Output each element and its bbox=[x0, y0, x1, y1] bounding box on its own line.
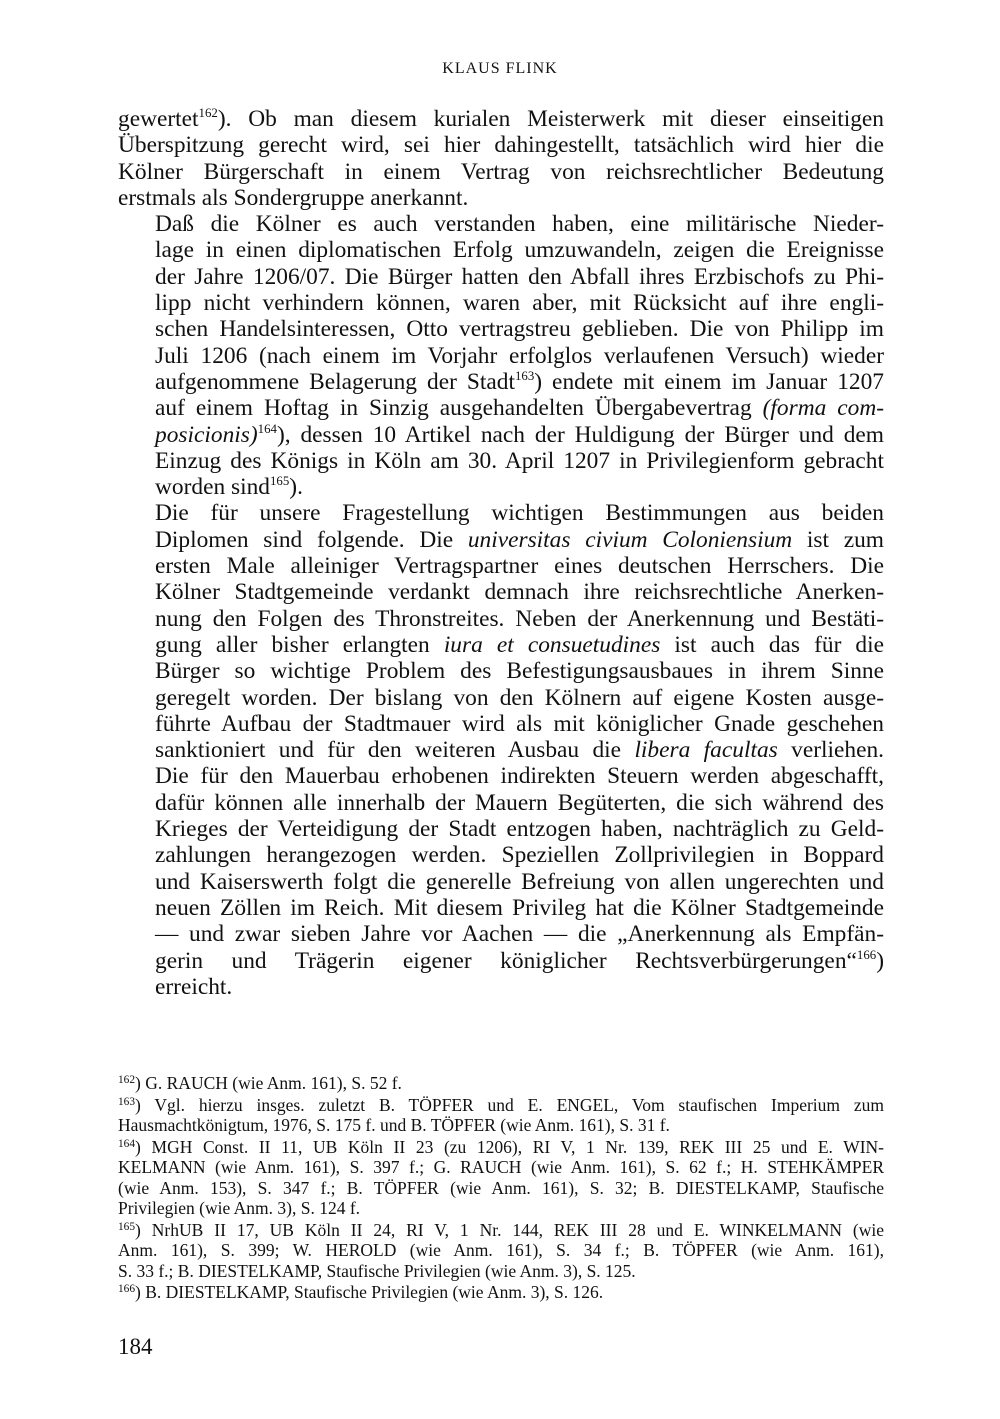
text-line: Krieges der Verteidigung der Stadt entzogen haben, nachträglich zu Geld- bbox=[155, 816, 884, 843]
text-line: Einzug des Königs in Köln am 30. April 1207 in Privilegienform gebracht bbox=[155, 447, 884, 474]
text-line: und Kaiserswerth folgt die generelle Befreiung von allen ungerechten und bbox=[155, 868, 884, 895]
text-line: dafür können alle innerhalb der Mauern Begüterten, die sich während des bbox=[155, 789, 884, 816]
text-line: posicionis)$^{164}$), dessen 10 Artikel nach der Huldigung der Bürger und dem bbox=[155, 421, 884, 448]
text-line: Kölner Stadtgemeinde verdankt demnach ihre reichsrechtliche Anerken- bbox=[155, 579, 884, 606]
text-line: Juli 1206 (nach einem im Vorjahr erfolglos verlaufenen Versuch) wieder bbox=[155, 342, 884, 369]
text-line: ersten Male alleiniger Vertragspartner eines deutschen Herrschers. Die bbox=[155, 553, 884, 580]
text-line: der Jahre 1206/07. Die Bürger hatten den Abfall ihres Erzbischofs zu Phi- bbox=[155, 263, 884, 290]
text-line: erstmals als Sondergruppe anerkannt. bbox=[118, 184, 469, 211]
text-line: — und zwar sieben Jahre vor Aachen — die „Anerkennung als Empfän- bbox=[155, 921, 884, 948]
text-line: schen Handelsinteressen, Otto vertragstreu geblieben. Die von Philipp im bbox=[155, 316, 884, 343]
text-line: neuen Zöllen im Reich. Mit diesem Privileg hat die Kölner Stadtgemeinde bbox=[155, 894, 884, 921]
footnote-166: $^{166}$) B. DIESTELKAMP, Staufische Privilegien (wie Anm. 3), S. 126. bbox=[118, 1282, 604, 1302]
footnote-number: 162 bbox=[118, 1073, 136, 1086]
footnote-number: 166 bbox=[118, 1282, 136, 1295]
footnotes bbox=[118, 1073, 884, 1304]
text-line: lipp nicht verhindern können, waren aber, mit Rücksicht auf ihre engli- bbox=[155, 290, 884, 317]
text-line: Kölner Bürgerschaft in einem Vertrag von reichsrechtlicher Bedeutung bbox=[118, 158, 884, 185]
paragraph-2 bbox=[118, 211, 884, 500]
text-line: Diplomen sind folgende. Die universitas civium Coloniensium ist zum bbox=[155, 526, 884, 553]
text-line: Überspitzung gerecht wird, sei hier dahingestellt, tatsächlich wird hier die bbox=[118, 132, 884, 159]
text-line: zahlungen herangezogen werden. Speziellen Zollprivilegien in Boppard bbox=[155, 842, 884, 869]
footnote-163: $^{163}$) Vgl. hierzu insges. zuletzt B. TÖPFER und E. ENGEL, Vom staufischen Imperium zum Hausmachtkönigtum, 1976, S. 175 f. und B. TÖPFER (wie Anm. 161), S. 31 f. bbox=[118, 1094, 885, 1135]
footnote-165: $^{165}$) NrhUB II 17, UB Köln II 24, RI V, 1 Nr. 144, REK III 28 und E. WINKELMANN (wie Anm. 161), S. 399; W. HEROLD (wie Anm. 161), S. 34 f.; B. TÖPFER (wie Anm. 161), S. 33 f.; B. DIESTELKAMP, Staufische Privilegien (wie Anm. 3), S. 125. bbox=[118, 1219, 884, 1281]
text-line: aufgenommene Belagerung der Stadt$^{163}$) endete mit einem im Januar 1207 bbox=[155, 368, 884, 395]
text-line: worden sind$^{165}$). bbox=[155, 474, 303, 501]
text-line: Daß die Kölner es auch verstanden haben, eine militärische Nieder- bbox=[155, 211, 884, 238]
text-line: nung den Folgen des Thronstreites. Neben der Anerkennung und Bestäti- bbox=[155, 605, 884, 632]
text-line: Die für unsere Fragestellung wichtigen Bestimmungen aus beiden bbox=[155, 500, 884, 527]
text-line: gung aller bisher erlangten iura et consuetudines ist auch das für die bbox=[155, 631, 885, 658]
text-line: Bürger so wichtige Problem des Befestigungsausbaues in ihrem Sinne bbox=[155, 658, 884, 685]
footnote-164: $^{164}$) MGH Const. II 11, UB Köln II 23 (zu 1206), RI V, 1 Nr. 139, REK III 25 und E. WIN- KELMANN (wie Anm. 161), S. 397 f.; G. RAUCH (wie Anm. 161), S. 62 f.; H. STEHKÄMPER (wie Anm. 153), S. 347 f.; B. TÖPFER (wie Anm. 161), S. 32; B. DIESTELKAMP, Staufische Privilegien (wie Anm. 3), S. 124 f. bbox=[118, 1136, 885, 1218]
body-text bbox=[118, 106, 884, 1000]
text-line: erreicht. bbox=[155, 973, 233, 1000]
text-line: gewertet$^{162}$). Ob man diesem kurialen Meisterwerk mit dieser einseitigen bbox=[118, 106, 884, 132]
footnote-ref[interactable]: 162 bbox=[198, 106, 218, 120]
footnote-number: 165 bbox=[118, 1220, 136, 1233]
text-line: geregelt worden. Der bislang von den Kölnern auf eigene Kosten ausge- bbox=[155, 684, 884, 711]
footnote-number: 164 bbox=[118, 1137, 136, 1150]
text-line: gerin und Trägerin eigener königlicher Rechtsverbürgerungen“$^{166}$) bbox=[155, 947, 884, 974]
page-number: 184 bbox=[118, 1334, 153, 1359]
footnote-ref[interactable]: 163 bbox=[514, 368, 535, 383]
running-head bbox=[0, 60, 1000, 78]
paragraph-3 bbox=[118, 500, 884, 1000]
footnote-ref[interactable]: 166 bbox=[856, 947, 877, 962]
text-line: führte Aufbau der Stadtmauer wird als mit königlicher Gnade geschehen bbox=[155, 710, 884, 737]
text-line: auf einem Hoftag in Sinzig ausgehandelten Übergabevertrag (forma com- bbox=[155, 395, 885, 422]
text-line: Die für den Mauerbau erhobenen indirekten Steuern werden abgeschafft, bbox=[155, 763, 884, 790]
running-head-author: KLAUS FLINK bbox=[442, 60, 558, 77]
text-line: sanktioniert und für den weiteren Ausbau die libera facultas verliehen. bbox=[155, 737, 884, 764]
footnote-162: $^{162}$) G. RAUCH (wie Anm. 161), S. 52 f. bbox=[118, 1073, 402, 1093]
footnote-number: 163 bbox=[118, 1095, 136, 1108]
paragraph-1 bbox=[118, 106, 884, 211]
footnote-ref[interactable]: 164 bbox=[257, 421, 277, 436]
footnote-ref[interactable]: 165 bbox=[270, 474, 290, 489]
text-line: lage in einen diplomatischen Erfolg umzuwandeln, zeigen die Ereignisse bbox=[155, 237, 884, 264]
